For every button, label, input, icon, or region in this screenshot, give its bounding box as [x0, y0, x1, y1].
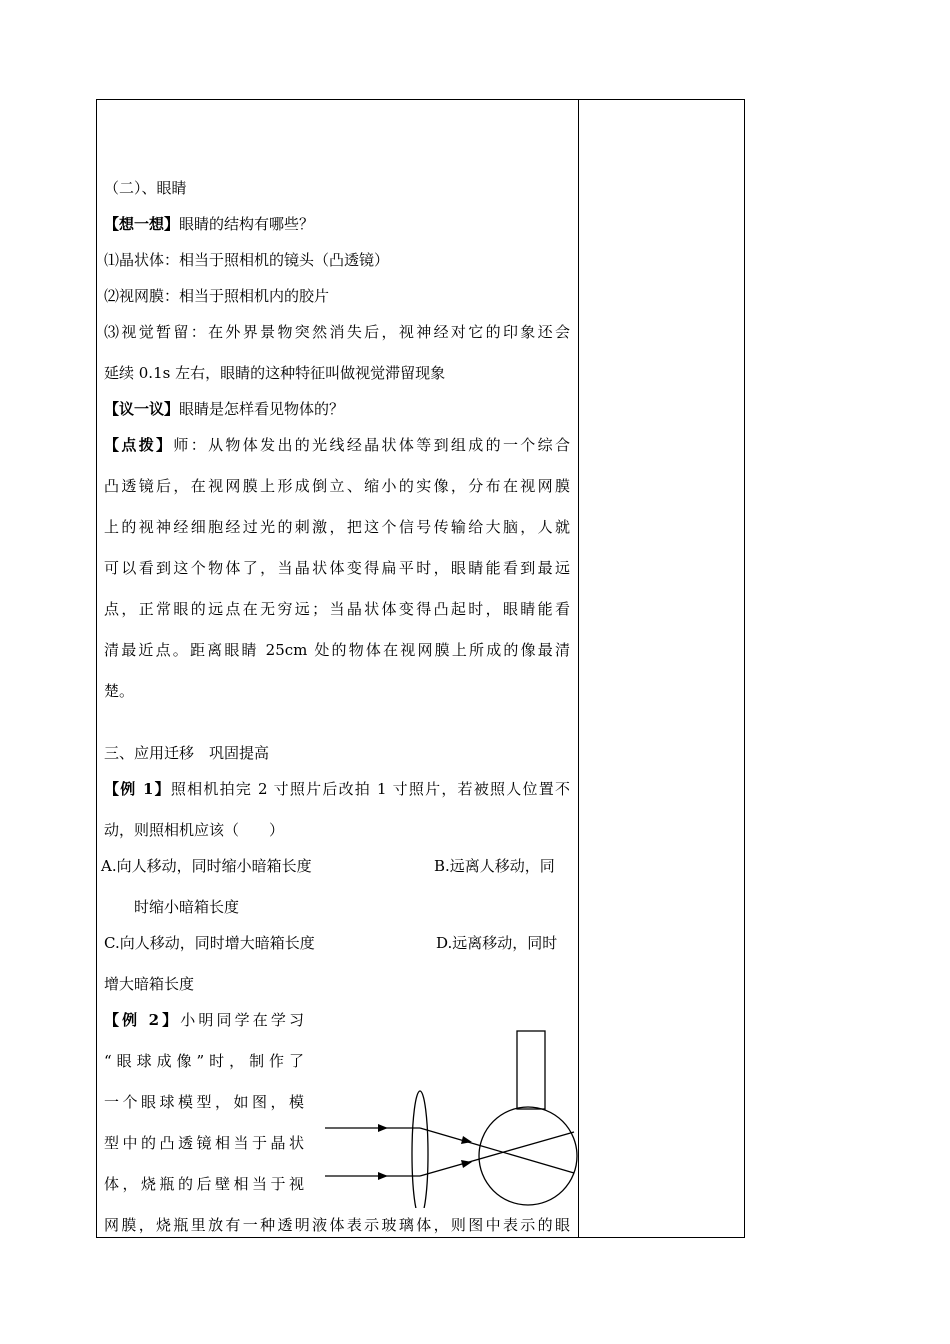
tip-line-6: 清最近点。距离眼睛 25cm 处的物体在视网膜上所成的像最清 [104, 641, 570, 659]
discuss-text: 眼睛是怎样看见物体的？ [179, 400, 345, 418]
option-d-continued: 增大暗箱长度 [104, 975, 195, 993]
eyeball-model-diagram [320, 1028, 582, 1208]
think-question [104, 214, 314, 234]
flask-bulb [479, 1107, 577, 1205]
example2-line6: 网膜，烧瓶里放有一种透明液体表示玻璃体，则图中表示的眼 [104, 1216, 570, 1234]
example1-label: 【例 1】 [104, 780, 171, 798]
flask-neck [517, 1031, 545, 1109]
tip-line-3: 上的视神经细胞经过光的刺激，把这个信号传输给大脑，人就 [104, 518, 570, 536]
tip-label: 【点拨】 [104, 436, 174, 454]
section-heading-application: 三、应用迁移 巩固提高 [104, 744, 270, 762]
example2-text: 小明同学在学习 [180, 1011, 304, 1029]
example1-line1 [104, 779, 570, 799]
example2-line1 [104, 1010, 304, 1030]
option-b-continued: 时缩小暗箱长度 [134, 898, 240, 916]
example2-label: 【例 2】 [104, 1011, 181, 1029]
tip-line-4: 可以看到这个物体了，当晶状体变得扁平时，眼睛能看到最远 [104, 559, 570, 577]
section-heading-eyes: （二）、眼睛 [104, 179, 187, 197]
option-a: A.向人移动，同时缩小暗箱长度 [101, 857, 312, 875]
option-d: D.远离移动，同时 [436, 934, 558, 952]
think-label: 【想一想】 [104, 215, 180, 233]
eye-item-3-line2: 延续 0.1s 左右，眼睛的这种特征叫做视觉滞留现象 [104, 364, 446, 382]
tip-line-7: 楚。 [104, 682, 135, 700]
discuss-question [104, 399, 344, 419]
eye-item-3-line1: ⑶视觉暂留：在外界景物突然消失后，视神经对它的印象还会 [104, 323, 570, 341]
option-b: B.远离人移动，同 [434, 857, 555, 875]
tip-text-1: 师：从物体发出的光线经晶状体等到组成的一个综合 [173, 436, 570, 454]
example1-text: 照相机拍完 2 寸照片后改拍 1 寸照片，若被照人位置不 [170, 780, 570, 798]
arrow-head-lower-incoming [378, 1172, 388, 1180]
example2-line3: 一个眼球模型，如图，模 [104, 1093, 304, 1111]
refracted-ray-lower [420, 1132, 574, 1176]
example2-line2: “眼球成像”时，制作了 [104, 1052, 304, 1070]
tip-line-2: 凸透镜后，在视网膜上形成倒立、缩小的实像，分布在视网膜 [104, 477, 570, 495]
example2-line4: 型中的凸透镜相当于晶状 [104, 1134, 304, 1152]
think-text: 眼睛的结构有哪些？ [179, 215, 315, 233]
tip-line-5: 点，正常眼的远点在无穷远；当晶状体变得凸起时，眼睛能看 [104, 600, 570, 618]
eye-item-2: ⑵视网膜：相当于照相机内的胶片 [104, 287, 330, 305]
eye-item-1: ⑴晶状体：相当于照相机的镜头（凸透镜） [104, 251, 390, 269]
option-c: C.向人移动，同时增大暗箱长度 [104, 934, 315, 952]
example1-line2: 动，则照相机应该（ ） [104, 821, 285, 839]
refracted-ray-upper [420, 1128, 574, 1173]
arrow-head-upper-incoming [378, 1124, 388, 1132]
example2-line5: 体，烧瓶的后壁相当于视 [104, 1175, 304, 1193]
discuss-label: 【议一议】 [104, 400, 180, 418]
tip-line-1 [104, 435, 570, 455]
convex-lens [412, 1091, 428, 1208]
